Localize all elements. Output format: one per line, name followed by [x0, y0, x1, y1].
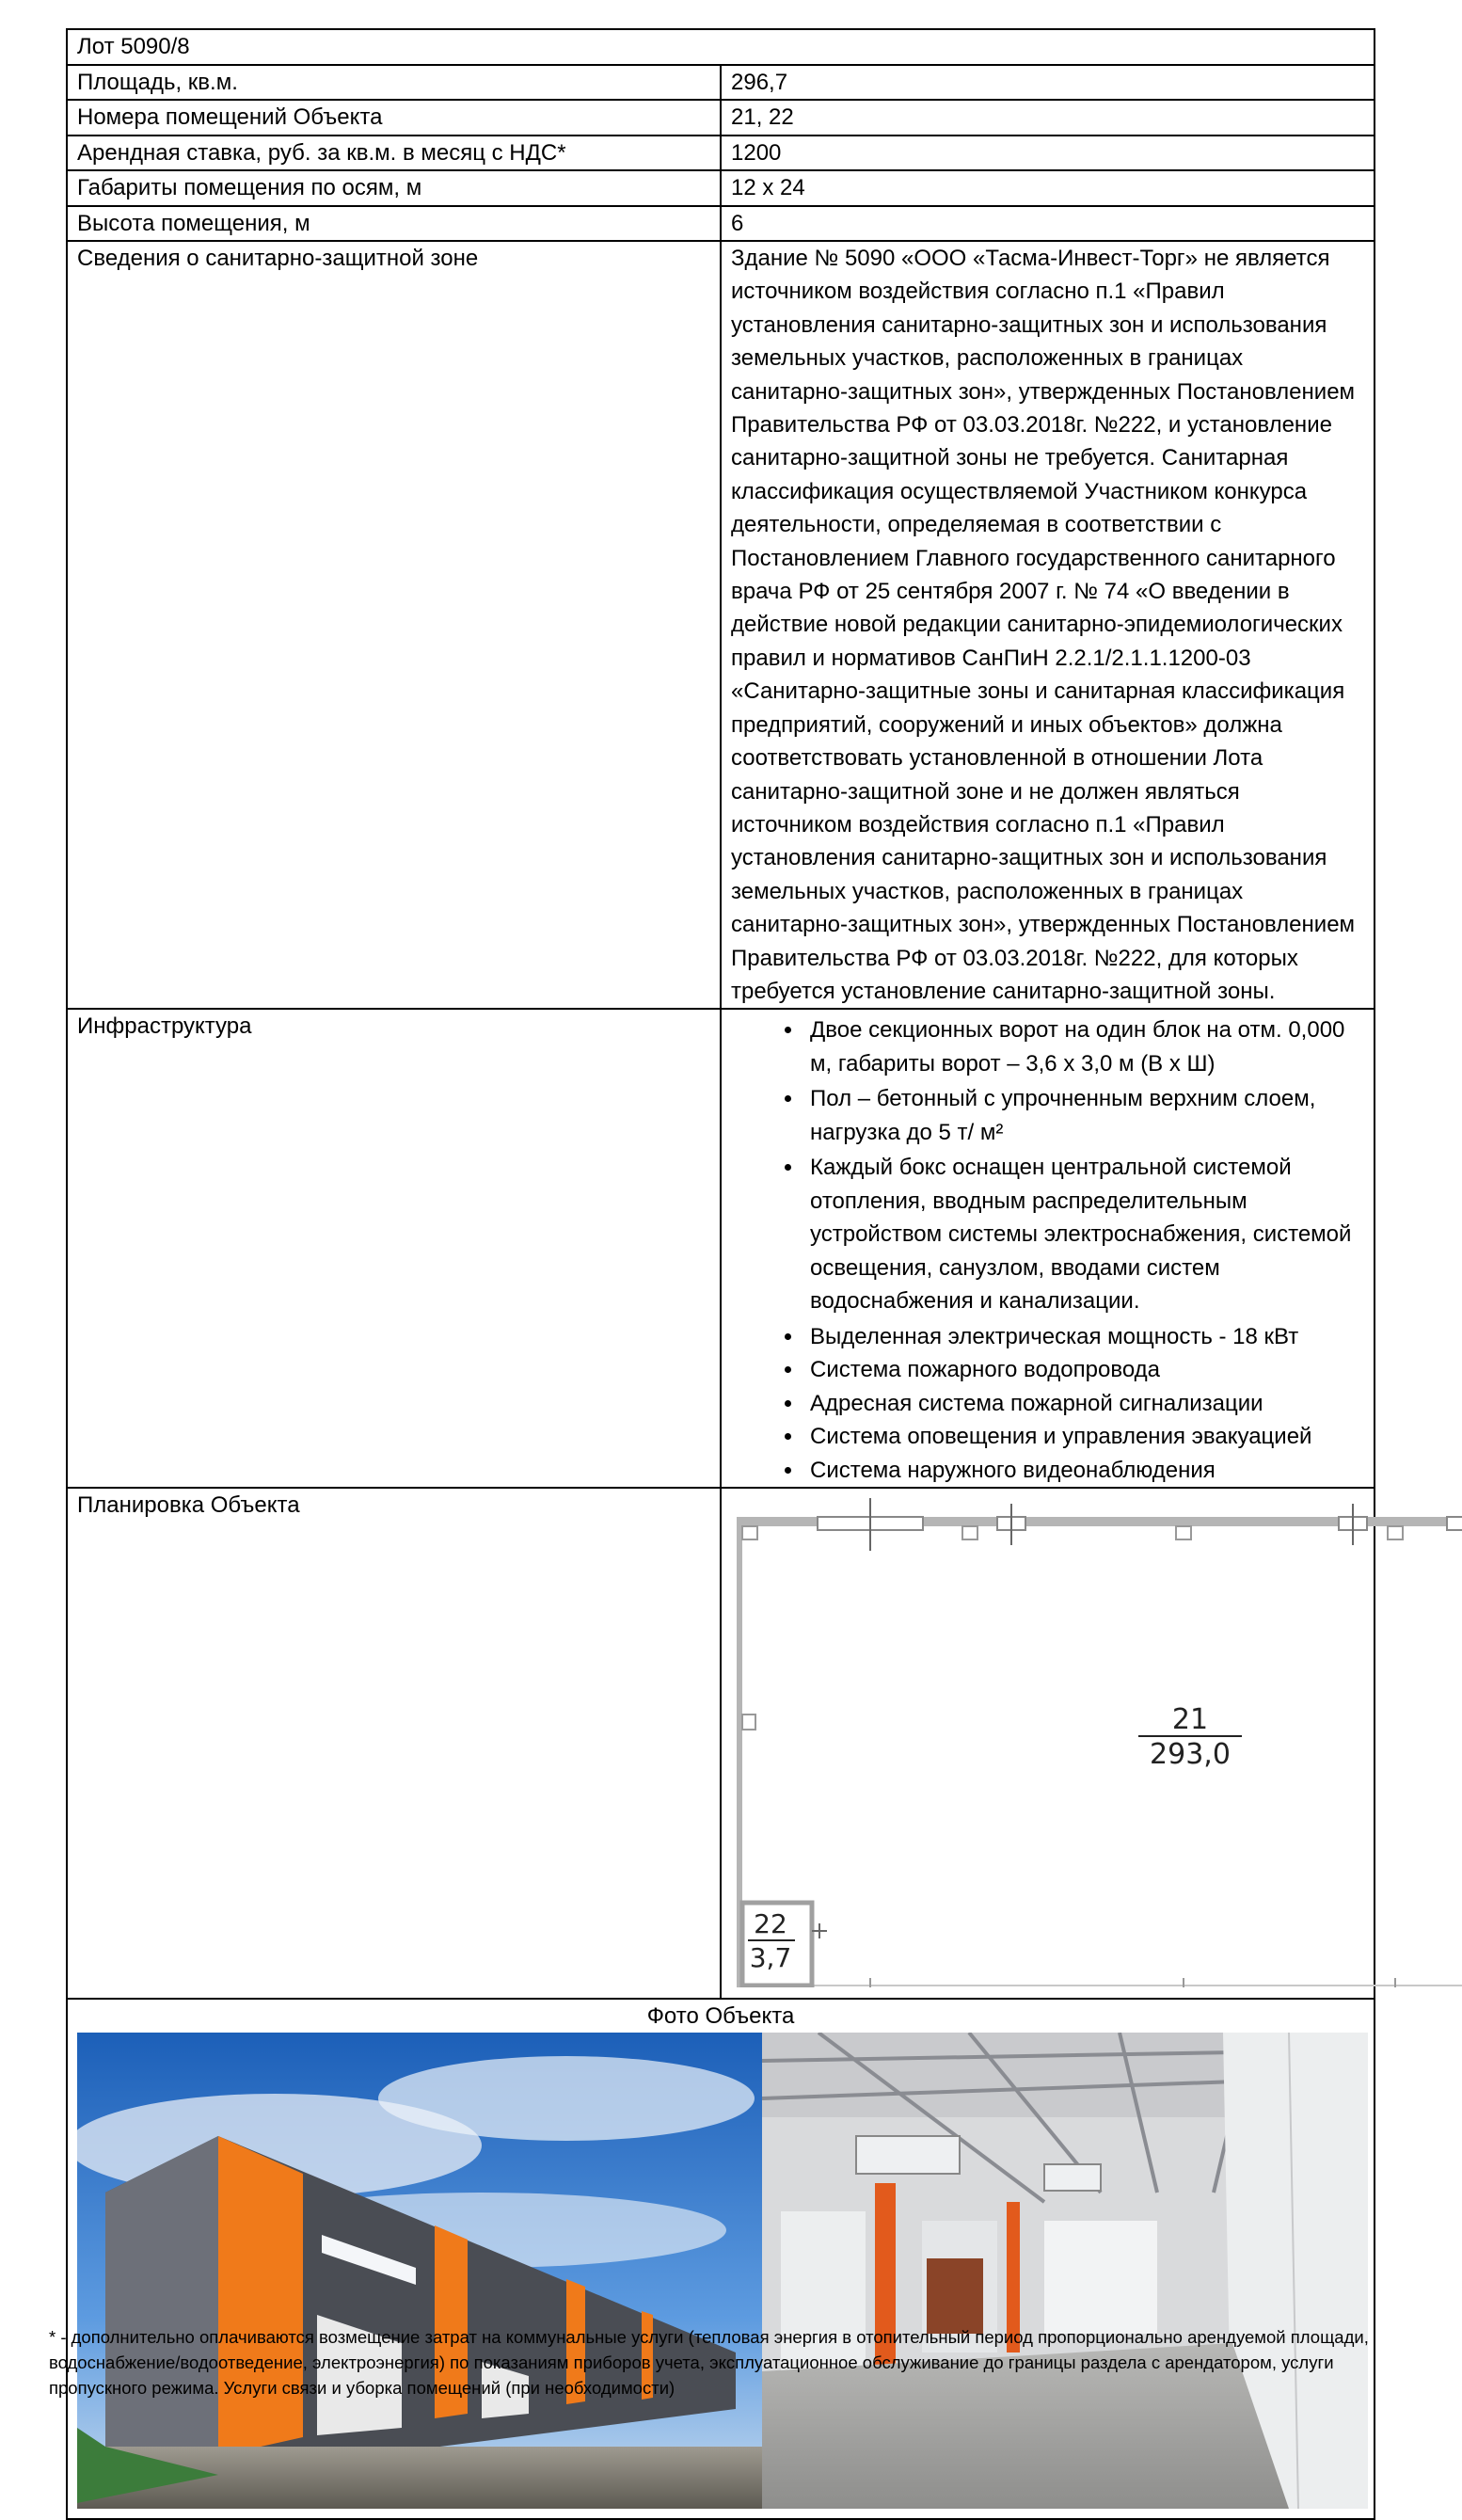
photos-cell	[67, 1999, 1375, 2520]
infrastructure-list	[721, 1009, 1375, 1488]
room-21-area: 293,0	[1150, 1738, 1231, 1772]
lot-sheet	[66, 28, 1375, 2520]
table-row	[67, 1488, 1375, 1999]
list-item: • Каждый бокс оснащен центральной системой отопления, вводным распределительным устройством системы электроснабжения, системой освещения, санузлом, вводами систем водоснабжения и канализации.	[804, 1151, 1364, 1318]
table-row	[67, 206, 1375, 242]
dimensions-label: Габариты помещения по осям, м	[67, 170, 721, 206]
plan-label: Планировка Объекта	[67, 1488, 721, 1999]
footnote: * - дополнительно оплачиваются возмещение затрат на коммунальные услуги (тепловая энергия в отопительный период пропорционально арендуемой площади, водоснабжение/водоотведение, электроэнергия) по показаниям приборов учета, эксплуатационное обслуживание до границы раздела с арендатором, услуги пропускного режима. Услуги связи и уборка помещений (при необходимости)	[49, 2327, 1369, 2398]
sanitary-label: Сведения о санитарно-защитной зоне	[67, 241, 721, 1009]
plan-column	[742, 1526, 757, 1539]
table-row	[67, 1009, 1375, 1488]
room-22-area: 3,7	[749, 1942, 792, 1974]
table-row	[67, 241, 1375, 1009]
photo-strip	[77, 2033, 1368, 2509]
interior-photo	[762, 2033, 1368, 2509]
room-22-number: 22	[754, 1908, 787, 1940]
table-row	[67, 65, 1375, 101]
area-label: Площадь, кв.м.	[67, 65, 721, 101]
table-row	[67, 170, 1375, 206]
dimensions-value: 12 х 24	[721, 170, 1375, 206]
room-21-number: 21	[1171, 1703, 1209, 1737]
area-value: 296,7	[721, 65, 1375, 101]
plan-column	[742, 1715, 755, 1730]
rooms-value: 21, 22	[721, 100, 1375, 136]
infrastructure-label: Инфраструктура	[67, 1009, 721, 1488]
exterior-photo-image	[77, 2033, 762, 2509]
floor-plan	[729, 1489, 1462, 1987]
rent-value: 1200	[721, 136, 1375, 171]
plan-column	[1388, 1526, 1403, 1539]
photos-heading: Фото Объекта	[646, 2002, 795, 2029]
list-item: • Пол – бетонный с упрочненным верхним слоем, нагрузка до 5 т/ м²	[804, 1082, 1364, 1149]
plan-column	[962, 1526, 977, 1539]
plan-column	[1176, 1526, 1191, 1539]
plan-cell	[721, 1488, 1375, 1999]
list-item: • Система пожарного водопровода	[804, 1353, 1364, 1387]
height-label: Высота помещения, м	[67, 206, 721, 242]
rent-label: Арендная ставка, руб. за кв.м. в месяц с НДС*	[67, 136, 721, 171]
height-value: 6	[721, 206, 1375, 242]
list-item: • Выделенная электрическая мощность - 18 кВт	[804, 1320, 1364, 1354]
rooms-label: Номера помещений Объекта	[67, 100, 721, 136]
lot-title: Лот 5090/8	[67, 29, 1375, 65]
exterior-photo	[77, 2033, 762, 2509]
table-row	[67, 1999, 1375, 2520]
lot-table	[66, 28, 1375, 2520]
table-row	[67, 136, 1375, 171]
list-item: • Адресная система пожарной сигнализации	[804, 1387, 1364, 1421]
list-item: • Система оповещения и управления эвакуацией	[804, 1420, 1364, 1454]
sanitary-text: Здание № 5090 «ООО «Тасма-Инвест-Торг» не является источником воздействия согласно п.1 «Правил установления санитарно-защитных зон и использования земельных участков, расположенных в границах санитарно-защитных зон», утвержденных Постановлением Правительства РФ от 03.03.2018г. №222, и установление санитарно-защитной зоны не требуется. Санитарная классификация осуществляемой Участником конкурса деятельности, определяемая в соответствии с Постановлением Главного государственного санитарного врача РФ от 25 сентября 2007 г. № 74 «О введении в действие новой редакции санитарно-эпидемиологических правил и нормативов СанПиН 2.2.1/2.1.1.1200-03 «Санитарно-защитные зоны и санитарная классификация предприятий, сооружений и иных объектов» должна соответствовать установленной в отношении Лота санитарно-защитной зоне и не должен являться источником воздействия согласно п.1 «Правил установления санитарно-защитных зон и использования земельных участков, расположенных в границах санитарно-защитных зон», утвержденных Постановлением Правительства РФ от 03.03.2018г. №222, для которых требуется установление санитарно-защитной зоны.	[721, 241, 1375, 1009]
interior-photo-image	[762, 2033, 1368, 2509]
lot-row	[67, 29, 1375, 65]
list-item: • Система наружного видеонаблюдения	[804, 1454, 1364, 1488]
plan-gate	[1447, 1517, 1462, 1530]
table-row	[67, 100, 1375, 136]
list-item: • Двое секционных ворот на один блок на отм. 0,000 м, габариты ворот – 3,6 х 3,0 м (В х Ш)	[804, 1013, 1364, 1080]
